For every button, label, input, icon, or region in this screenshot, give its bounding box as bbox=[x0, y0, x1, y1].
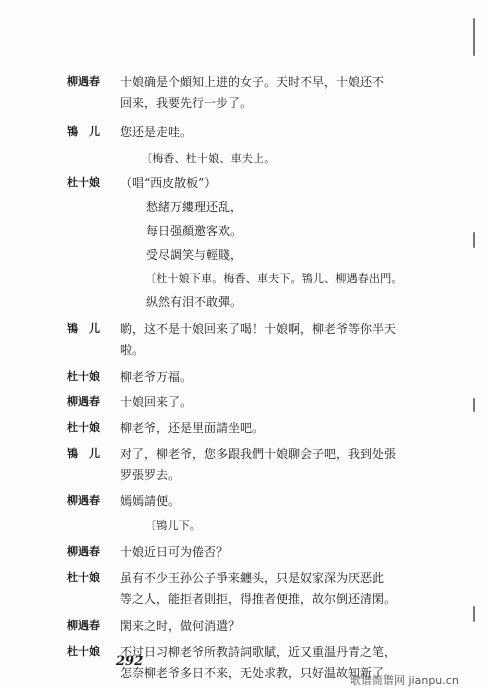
dialogue-line: 十娘回来了。 bbox=[120, 395, 193, 409]
speaker-name: 柳遇春 bbox=[67, 395, 100, 408]
scan-edge-mark bbox=[473, 18, 475, 56]
stage-direction: 〔鴇儿下。 bbox=[145, 519, 201, 532]
dialogue-line: 愁緒万縷理还乱， bbox=[146, 200, 243, 214]
dialogue-line: 柳老爷万福。 bbox=[120, 370, 193, 384]
speaker-name: 鴇 儿 bbox=[67, 322, 100, 335]
scan-edge-mark bbox=[473, 232, 475, 248]
dialogue-line: 纵然有泪不敢彈。 bbox=[146, 295, 243, 309]
dialogue-line: 怎奈柳老爷多日不来，无处求教，只好温故知新了。 bbox=[120, 666, 397, 680]
dialogue-line: 不过日习柳老爷所教詩詞歌賦，近又重温丹青之笔， bbox=[120, 645, 397, 659]
watermark: 歌谱简谱网 jianpu.cn bbox=[350, 674, 459, 687]
dialogue-line: 啦。 bbox=[120, 343, 145, 357]
speaker-name: 杜十娘 bbox=[67, 421, 100, 434]
dialogue-line: 虽有不少王孙公子爭来纏头，只是奴家深为厌恶此 bbox=[120, 571, 385, 585]
stage-direction: 〔梅香、杜十娘、車夫上。 bbox=[141, 152, 276, 165]
dialogue-line: 喲，这不是十娘回来了喝！十娘啊，柳老爷等你半天 bbox=[120, 322, 397, 336]
dialogue-line: 嫣嫣請便。 bbox=[120, 494, 181, 508]
dialogue-line: 受尽調笑与輕賤， bbox=[146, 248, 243, 262]
speaker-name: 杜十娘 bbox=[67, 571, 100, 584]
scan-edge-mark bbox=[473, 398, 475, 412]
stage-direction: 〔杜十娘下車。梅香、車夫下。鴇儿、柳遇春出門。 bbox=[145, 272, 403, 285]
dialogue-line: （唱“西皮散板”） bbox=[120, 176, 217, 190]
dialogue-line: 十娘确是个頗知上进的女子。天时不早，十娘还不 bbox=[120, 75, 385, 89]
speaker-name: 鴇 儿 bbox=[67, 125, 100, 138]
speaker-name: 杜十娘 bbox=[67, 645, 100, 658]
speaker-name: 柳遇春 bbox=[67, 494, 100, 507]
speaker-name: 柳遇春 bbox=[67, 545, 100, 558]
scan-edge-mark bbox=[473, 606, 475, 622]
dialogue-line: 对了，柳老爷，您多跟我們十娘聊会子吧，我到处張 bbox=[120, 447, 397, 461]
speaker-name: 鴇 儿 bbox=[67, 447, 100, 460]
page-number: 292 bbox=[116, 654, 144, 669]
dialogue-line: 罗張罗去。 bbox=[120, 468, 181, 482]
dialogue-line: 柳老爷，还是里面請坐吧。 bbox=[120, 421, 265, 435]
dialogue-line: 十娘近日可为倦否？ bbox=[120, 545, 229, 559]
speaker-name: 杜十娘 bbox=[67, 176, 100, 189]
dialogue-line: 等之人，能拒者則拒，得推者便推，故尔倒还清閑。 bbox=[120, 592, 397, 606]
speaker-name: 柳遇春 bbox=[67, 75, 100, 88]
dialogue-line: 閑来之时，做何消遣？ bbox=[120, 619, 241, 633]
speaker-name: 柳遇春 bbox=[67, 619, 100, 632]
dialogue-line: 回来，我要先行一步了。 bbox=[120, 96, 253, 110]
dialogue-line: 您还是走哇。 bbox=[120, 125, 193, 139]
dialogue-line: 每日强顏邀客欢。 bbox=[146, 224, 243, 238]
speaker-name: 杜十娘 bbox=[67, 370, 100, 383]
